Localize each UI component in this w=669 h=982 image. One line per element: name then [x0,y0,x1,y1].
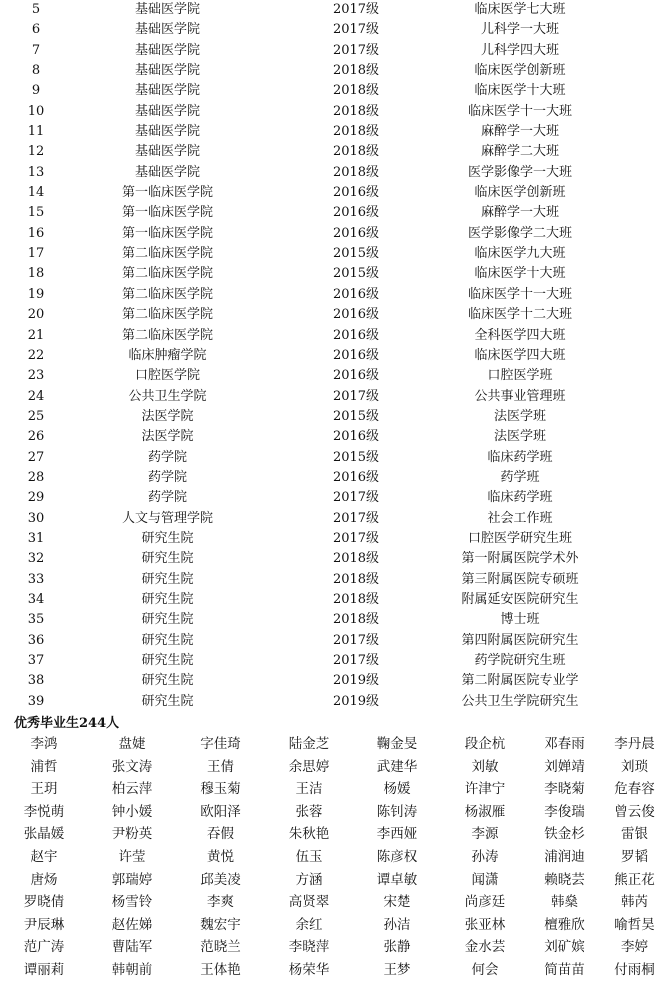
graduate-name: 赵佐娣 [111,916,153,933]
table-row [0,407,669,427]
graduate-name: 谭丽莉 [23,961,65,978]
college-cell: 基础医学院 [134,103,200,119]
grade-cell: 2018级 [332,124,380,140]
graduate-name: 魏宏宇 [200,916,241,933]
row-number: 31 [27,530,45,546]
college-cell: 口腔医学院 [134,368,200,384]
class-name-cell: 临床医学十大班 [474,266,566,282]
class-name-cell: 临床药学班 [487,449,553,465]
graduate-name: 罗韬 [621,848,648,865]
row-number: 21 [27,327,45,343]
graduate-name: 邓春雨 [544,736,585,752]
grade-cell: 2016级 [332,347,380,363]
table-row [0,326,669,346]
grade-cell: 2017级 [332,530,380,546]
college-cell: 第一临床医学院 [121,185,213,201]
row-number: 16 [27,225,45,241]
grade-cell: 2017级 [332,42,380,58]
college-cell: 基础医学院 [134,22,200,38]
table-row [0,244,669,264]
graduate-name: 孙涛 [471,848,499,865]
graduate-name: 曾云俊 [614,803,655,820]
class-name-cell: 儿科学四大班 [480,42,559,58]
graduate-name: 李源 [471,826,499,843]
table-row [0,448,669,468]
class-name-cell: 临床医学四大班 [474,347,566,363]
table-row [0,102,669,122]
college-cell: 基础医学院 [134,164,200,180]
graduate-name: 唐炀 [30,871,58,888]
grade-cell: 2018级 [332,571,380,587]
class-name-cell: 口腔医学研究生班 [467,530,572,546]
grade-cell: 2018级 [332,164,380,180]
college-cell: 法医学院 [141,408,194,424]
class-name-cell: 口腔医学班 [487,368,553,384]
graduate-name: 何会 [471,961,499,978]
graduate-name: 杨淑雁 [464,803,506,820]
graduate-name: 郭瑞婷 [111,871,153,888]
class-name-cell: 临床药学班 [487,490,553,506]
graduate-name: 李晓萍 [288,939,330,956]
class-name-cell: 临床医学九大班 [474,246,566,262]
graduate-name: 尚彦廷 [464,894,506,911]
graduate-name: 许津宁 [464,781,506,798]
graduate-name: 字佳琦 [200,736,241,752]
table-row [0,264,669,284]
graduate-name: 余思婷 [288,758,330,775]
class-name-cell: 麻醉学二大班 [480,144,559,160]
row-number: 27 [27,449,45,465]
grade-cell: 2018级 [332,612,380,628]
grade-cell: 2019级 [332,693,380,709]
college-cell: 基础医学院 [134,83,200,99]
graduate-name: 闻潇 [471,871,499,888]
row-number: 11 [27,124,45,140]
class-name-cell: 法医学班 [493,408,546,424]
graduate-name: 鞠金旻 [376,736,418,752]
row-number: 30 [27,510,45,526]
row-number: 26 [27,429,45,445]
graduate-name: 刘琐 [621,758,648,775]
grade-cell: 2018级 [332,144,380,160]
graduate-name: 陈钊涛 [376,803,418,820]
college-cell: 公共卫生学院 [128,388,207,404]
class-name-cell: 药学班 [500,469,540,485]
table-row [0,387,669,407]
college-cell: 基础医学院 [134,124,200,140]
grade-cell: 2017级 [332,388,380,404]
graduate-name: 杨媛 [383,781,411,798]
class-name-cell: 临床医学创新班 [474,185,566,201]
graduate-name: 陈彦权 [376,848,418,865]
row-number: 39 [27,693,45,709]
graduate-name: 赵宇 [30,848,58,865]
grade-cell: 2018级 [332,591,380,607]
table-row [0,203,669,223]
graduate-name: 孙洁 [383,916,411,933]
class-name-cell: 法医学班 [493,429,546,445]
grade-cell: 2017级 [332,653,380,668]
grade-cell: 2016级 [332,205,380,221]
graduate-name: 浦润迪 [544,848,585,865]
graduate-name: 王倩 [207,758,234,775]
graduate-name: 浦哲 [30,758,58,775]
table-row [0,122,669,142]
graduate-name: 余红 [295,916,323,933]
graduate-name: 李鸿 [30,736,58,752]
college-cell: 研究生院 [141,653,194,668]
row-number: 18 [27,266,45,282]
college-cell: 研究生院 [141,612,194,628]
grade-cell: 2018级 [332,103,380,119]
table-row [0,41,669,61]
college-cell: 药学院 [147,449,187,465]
graduates-name-grid [0,733,669,982]
table-row [0,0,669,20]
graduate-name: 李婷 [621,939,648,956]
college-cell: 第二临床医学院 [121,327,213,343]
table-row [0,529,669,549]
graduate-name: 吞假 [207,826,234,843]
row-number: 5 [31,2,41,17]
graduate-name: 尹辰琳 [23,916,65,933]
graduate-name: 张静 [383,939,411,956]
college-cell: 第二临床医学院 [121,286,213,302]
graduate-name: 赖晓芸 [544,871,585,888]
graduate-name: 韩芮 [621,894,648,911]
college-cell: 药学院 [147,469,187,485]
graduate-name: 邱美凌 [200,871,241,888]
table-row [0,488,669,508]
graduate-name: 范广涛 [23,939,65,956]
table-row [0,427,669,447]
table-row [0,610,669,630]
grade-cell: 2018级 [332,83,380,99]
class-name-cell: 医学影像学二大班 [467,225,572,241]
table-row [0,20,669,40]
row-number: 25 [27,408,45,424]
row-number: 13 [27,164,45,180]
college-cell: 基础医学院 [134,144,200,160]
table-row [0,142,669,162]
graduates-heading: 优秀毕业生244人 [14,716,120,731]
college-cell: 药学院 [147,490,187,506]
table-row [0,570,669,590]
class-name-cell: 公共事业管理班 [474,388,566,404]
graduate-name: 李悦萌 [23,803,65,820]
graduate-name: 危春容 [614,781,655,798]
graduate-name: 檀雅欣 [544,916,585,933]
college-cell: 研究生院 [141,693,194,709]
row-number: 6 [31,22,41,38]
row-number: 20 [27,307,45,323]
table-row [0,651,669,671]
table-row [0,81,669,101]
row-number: 28 [27,469,45,485]
college-cell: 研究生院 [141,571,194,587]
graduate-name: 简苗苗 [544,961,585,978]
grade-cell: 2017级 [332,510,380,526]
graduate-name: 李爽 [207,894,234,911]
class-name-cell: 麻醉学一大班 [480,124,559,140]
graduate-name: 李晓菊 [544,781,585,798]
row-number: 22 [27,347,45,363]
graduate-name: 张亚林 [464,916,506,933]
graduate-name: 穆玉菊 [200,781,241,798]
college-cell: 研究生院 [141,632,194,648]
graduate-name: 朱秋艳 [288,826,330,843]
graduate-name: 谭卓敏 [376,871,418,888]
graduate-name: 张文涛 [111,758,153,775]
graduate-name: 陆金芝 [288,736,330,752]
graduate-name: 伍玉 [295,848,323,865]
row-number: 15 [27,205,45,221]
grade-cell: 2016级 [332,185,380,201]
grade-cell: 2016级 [332,327,380,343]
graduate-name: 刘婵靖 [544,758,585,775]
college-cell: 第二临床医学院 [121,246,213,262]
graduate-name: 刘矿嫔 [544,939,585,956]
table-row [0,163,669,183]
college-cell: 研究生院 [141,591,194,607]
graduate-name: 李西娅 [376,826,418,843]
graduate-name: 欧阳泽 [200,803,241,820]
graduate-name: 柏云萍 [111,781,153,798]
row-number: 14 [27,185,45,201]
graduate-name: 王玥 [30,781,58,798]
graduate-name: 张蓉 [295,803,323,820]
table-row [0,183,669,203]
row-number: 12 [27,144,45,160]
row-number: 36 [27,632,45,648]
grade-cell: 2017级 [332,22,380,38]
grade-cell: 2015级 [332,449,380,465]
row-number: 35 [27,612,45,628]
table-row [0,61,669,81]
class-name-cell: 临床医学十二大班 [467,307,572,323]
class-name-cell: 附属延安医院研究生 [461,591,579,607]
graduate-name: 尹粉英 [111,826,153,843]
table-row [0,305,669,325]
class-name-cell: 社会工作班 [487,510,553,526]
row-number: 8 [31,63,41,79]
graduate-name: 雷银 [621,826,648,843]
grade-cell: 2018级 [332,551,380,567]
class-name-cell: 临床医学十大班 [474,83,566,99]
graduate-name: 刘敏 [471,758,499,775]
class-name-cell: 第二附属医院专业学 [461,673,579,689]
graduate-name: 张晶媛 [23,826,65,843]
grade-cell: 2016级 [332,286,380,302]
college-cell: 研究生院 [141,673,194,689]
grade-cell: 2015级 [332,266,380,282]
row-number: 10 [27,103,45,119]
class-name-cell: 麻醉学一大班 [480,205,559,221]
grade-cell: 2018级 [332,63,380,79]
class-name-cell: 第一附属医院学术外 [461,551,579,567]
graduate-name: 罗晓倩 [23,894,65,911]
graduate-name: 段企杭 [464,736,506,752]
college-cell: 法医学院 [141,429,194,445]
class-name-cell: 第四附属医院研究生 [461,632,579,648]
table-row [0,509,669,529]
graduate-name: 黄悦 [207,848,234,865]
row-number: 7 [31,42,41,58]
graduate-name: 李丹晨 [614,736,655,752]
grade-cell: 2016级 [332,429,380,445]
class-name-cell: 临床医学创新班 [474,63,566,79]
row-number: 38 [27,673,45,689]
college-cell: 研究生院 [141,551,194,567]
class-name-cell: 医学影像学一大班 [467,164,572,180]
grade-cell: 2017级 [332,632,380,648]
table-row [0,692,669,712]
row-number: 33 [27,571,45,587]
class-name-cell: 公共卫生学院研究生 [461,693,579,709]
graduate-name: 杨荣华 [288,961,330,978]
college-cell: 第二临床医学院 [121,307,213,323]
graduate-name: 喻哲昊 [614,916,655,933]
graduate-name: 付雨桐 [614,961,655,978]
grade-cell: 2016级 [332,368,380,384]
college-cell: 基础医学院 [134,63,200,79]
graduate-name: 熊正花 [614,871,655,888]
grade-cell: 2017级 [332,2,380,17]
college-cell: 临床肿瘤学院 [128,347,207,363]
graduate-name: 许莹 [118,848,146,865]
class-name-cell: 临床医学七大班 [474,2,566,17]
college-cell: 第一临床医学院 [121,205,213,221]
graduate-name: 方涵 [295,871,323,888]
row-number: 17 [27,246,45,262]
grade-cell: 2016级 [332,225,380,241]
table-row [0,590,669,610]
table-row [0,285,669,305]
table-row [0,224,669,244]
grade-cell: 2015级 [332,246,380,262]
graduate-name: 铁金杉 [544,826,585,843]
graduate-name: 曹陆军 [111,939,153,956]
college-cell: 研究生院 [141,530,194,546]
class-name-cell: 临床医学十一大班 [467,286,572,302]
table-row [0,549,669,569]
class-name-cell: 药学院研究生班 [474,653,566,668]
row-number: 24 [27,388,45,404]
class-name-cell: 第三附属医院专硕班 [461,571,579,587]
table-row [0,346,669,366]
row-number: 9 [31,83,41,99]
grade-cell: 2017级 [332,490,380,506]
grade-cell: 2015级 [332,408,380,424]
class-name-cell: 儿科学一大班 [480,22,559,38]
graduate-name: 杨雪铃 [111,894,153,911]
graduate-name: 李俊瑞 [544,803,585,820]
graduate-name: 盘婕 [118,736,146,752]
row-number: 29 [27,490,45,506]
row-number: 37 [27,653,45,668]
graduate-name: 王梦 [383,961,411,978]
table-row [0,468,669,488]
graduate-name: 钟小媛 [111,803,153,820]
college-cell: 人文与管理学院 [121,510,213,526]
college-cell: 第二临床医学院 [121,266,213,282]
graduate-name: 范晓兰 [200,939,241,956]
college-cell: 第一临床医学院 [121,225,213,241]
row-number: 23 [27,368,45,384]
graduate-name: 宋楚 [383,894,411,911]
graduate-name: 武建华 [376,758,418,775]
class-name-cell: 博士班 [500,612,540,628]
graduate-name: 王洁 [295,781,323,798]
row-number: 32 [27,551,45,567]
table-row [0,366,669,386]
table-row [0,671,669,691]
college-cell: 基础医学院 [134,2,200,17]
college-cell: 基础医学院 [134,42,200,58]
grade-cell: 2016级 [332,469,380,485]
graduate-name: 王体艳 [200,961,241,978]
graduate-name: 高贤翠 [288,894,330,911]
row-number: 19 [27,286,45,302]
graduate-name: 韩朝前 [111,961,153,978]
table-row [0,631,669,651]
row-number: 34 [27,591,45,607]
class-name-cell: 全科医学四大班 [474,327,566,343]
grade-cell: 2016级 [332,307,380,323]
graduate-name: 金水芸 [464,939,506,956]
class-name-cell: 临床医学十一大班 [467,103,572,119]
graduate-name: 韩燊 [551,894,578,911]
grade-cell: 2019级 [332,673,380,689]
